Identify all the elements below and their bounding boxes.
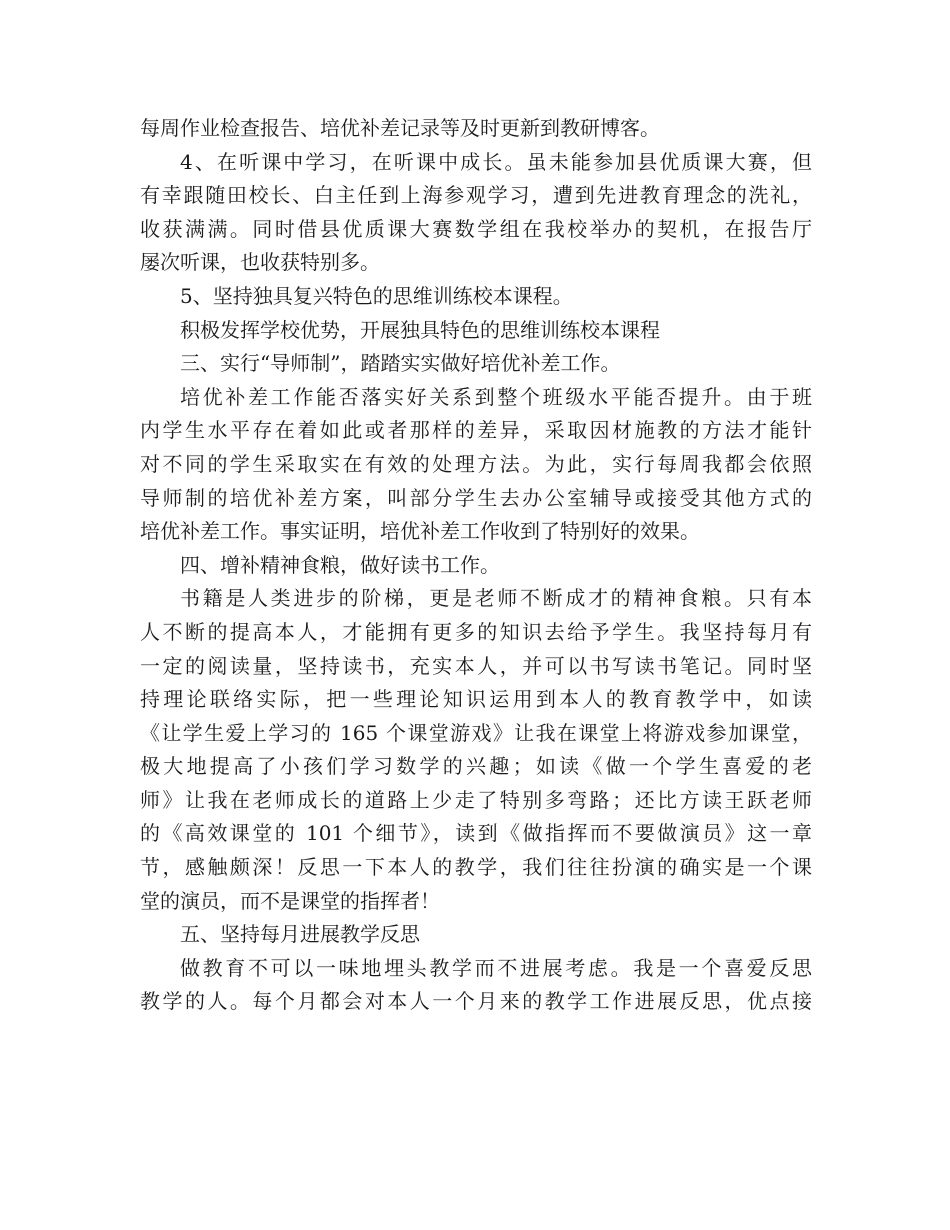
- text-line: 教学的人。每个月都会对本人一个月来的教学工作进展反思，优点接: [140, 989, 812, 1014]
- text-line: 极大地提高了小孩们学习数学的兴趣；如读《做一个学生喜爱的老: [140, 754, 812, 779]
- text-line: 《让学生爱上学习的 165 个课堂游戏》让我在课堂上将游戏参加课堂，: [140, 720, 812, 745]
- text-line: 有幸跟随田校长、白主任到上海参观学习，遭到先进教育理念的洗礼，: [140, 183, 812, 208]
- text-line: 人不断的提高本人，才能拥有更多的知识去给予学生。我坚持每月有: [140, 619, 812, 644]
- text-line: 每周作业检查报告、培优补差记录等及时更新到教研博客。: [140, 116, 660, 140]
- text-line: 导师制的培优补差方案，叫部分学生去办公室辅导或接受其他方式的: [140, 485, 812, 510]
- text-line: 持理论联络实际，把一些理论知识运用到本人的教育教学中，如读: [140, 687, 812, 712]
- text-line: 5、坚持独具复兴特色的思维训练校本课程。: [180, 283, 573, 308]
- text-line: 培优补差工作。事实证明，培优补差工作收到了特别好的效果。: [140, 519, 700, 544]
- text-line: 师》让我在老师成长的道路上少走了特别多弯路；还比方读王跃老师: [140, 787, 812, 812]
- text-line: 积极发挥学校优势，开展独具特色的思维训练校本课程: [180, 317, 660, 342]
- text-line: 堂的演员，而不是课堂的指挥者！: [140, 888, 440, 913]
- text-line: 做教育不可以一味地埋头教学而不进展考虑。我是一个喜爱反思: [180, 955, 812, 980]
- text-line: 对不同的学生采取实在有效的处理方法。为此，实行每周我都会依照: [140, 451, 812, 476]
- text-line: 一定的阅读量，坚持读书，充实本人，并可以书写读书笔记。同时坚: [140, 653, 812, 678]
- document-body: [140, 112, 812, 1019]
- text-line: 五、坚持每月进展教学反思: [180, 922, 420, 947]
- text-line: 屡次听课，也收获特别多。: [140, 250, 380, 275]
- text-line: 三、实行“导师制”，踏踏实实做好培优补差工作。: [180, 351, 621, 376]
- text-line: 4、在听课中学习，在听课中成长。虽未能参加县优质课大赛，但: [180, 149, 812, 174]
- text-line: 内学生水平存在着如此或者那样的差异，采取因材施教的方法才能针: [140, 418, 812, 443]
- document-page: [140, 112, 812, 1019]
- text-line: 培优补差工作能否落实好关系到整个班级水平能否提升。由于班: [180, 384, 812, 409]
- text-line: 节，感触颇深！反思一下本人的教学，我们往往扮演的确实是一个课: [140, 855, 812, 880]
- text-line: 的《高效课堂的 101 个细节》，读到《做指挥而不要做演员》这一章: [140, 821, 812, 846]
- text-line: 四、增补精神食粮，做好读书工作。: [180, 552, 500, 577]
- text-line: 书籍是人类进步的阶梯，更是老师不断成才的精神食粮。只有本: [180, 586, 812, 611]
- text-line: 收获满满。同时借县优质课大赛数学组在我校举办的契机，在报告厅: [140, 216, 812, 241]
